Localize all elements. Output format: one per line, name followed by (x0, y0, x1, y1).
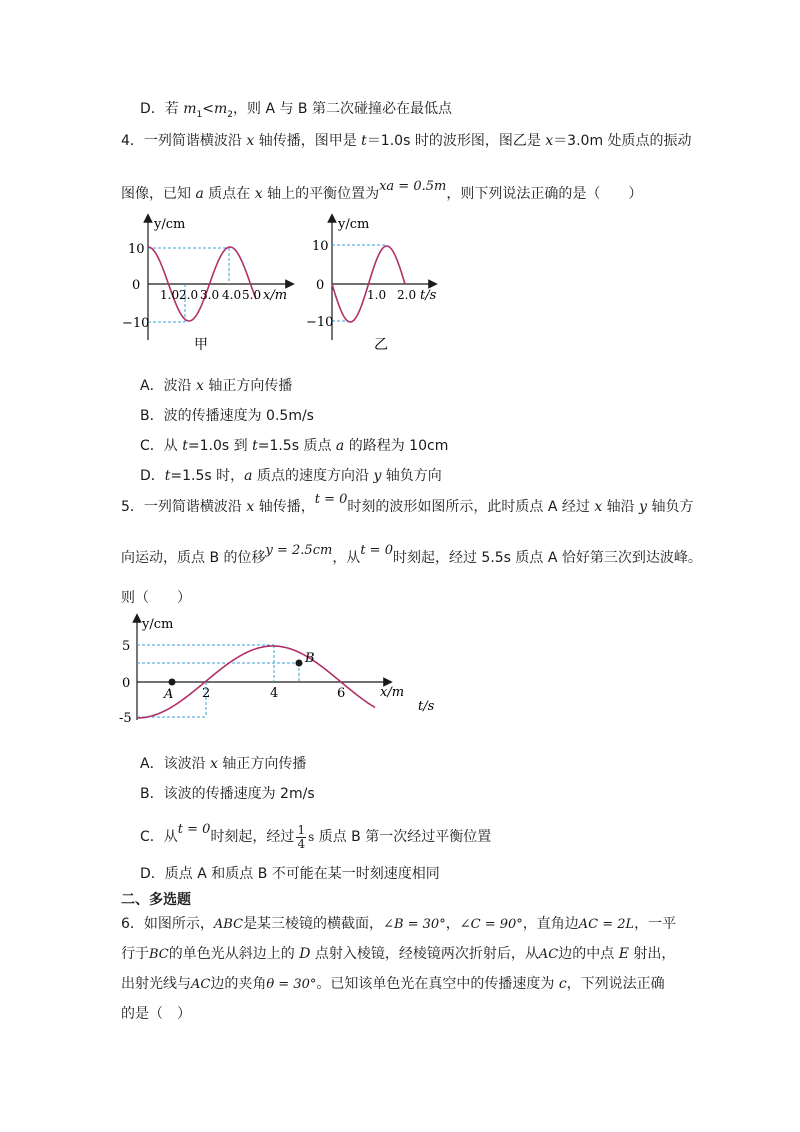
var-t: t (182, 438, 188, 454)
unit: s (308, 830, 315, 844)
var-x: x (210, 756, 218, 772)
var-x: x (196, 378, 204, 394)
text: ，一平 (634, 916, 677, 932)
var-e: E (618, 946, 629, 962)
option-letter: A． (140, 378, 164, 394)
var-x: x (254, 186, 263, 202)
text: 5．一列简谐横波沿 (121, 499, 247, 515)
q5-figure (118, 612, 448, 722)
x-tick: 3.0 (200, 288, 220, 302)
var-bc: BC (149, 947, 169, 962)
y-tick: 0 (122, 676, 131, 691)
text: ，则下列说法正确的是（ ） (446, 186, 643, 202)
q6-stem-line1 (121, 914, 676, 935)
equation-angle-c: ∠C = 90° (459, 917, 523, 932)
text: 行于 (121, 946, 149, 962)
point-a (169, 679, 176, 686)
var-m: m (183, 101, 197, 117)
option-text: 该波沿 (163, 756, 211, 772)
figure-caption: 乙 (374, 337, 388, 353)
x-tick: 6 (337, 686, 346, 701)
option-text: ，则 A 与 B 第二次碰撞必在最低点 (233, 101, 452, 117)
option-text: 轴正方向传播 (217, 756, 307, 772)
var-x: x (246, 133, 255, 149)
q4-figure-jia (118, 212, 298, 360)
section-title: 二、多选题 (121, 892, 191, 908)
x-tick: 1.0 (367, 288, 387, 302)
x-axis-label: t/s (420, 288, 437, 303)
text: 向运动，质点 B 的位移 (121, 550, 266, 566)
var-a: a (335, 438, 345, 454)
option-text: =1.5s 时， (170, 468, 245, 484)
equation-ac: AC = 2L (578, 917, 635, 932)
option-letter: C． (140, 438, 164, 454)
option-text: 从 (163, 829, 178, 845)
x-tick: 5.0 (242, 288, 262, 302)
text: ＝3.0m 处质点的振动 (553, 133, 692, 149)
option-text: 质点 A 和质点 B 不可能在某一时刻速度相同 (164, 866, 440, 882)
equation-t0: t = 0 (314, 492, 348, 507)
x-tick: 2.0 (179, 288, 199, 302)
q5-option-a (140, 754, 306, 774)
point-a-label: A (164, 687, 174, 702)
option-text: =1.0s 到 (187, 438, 253, 454)
text: 边的夹角 (210, 976, 267, 992)
option-letter: D． (140, 468, 165, 484)
text: 射出， (628, 946, 676, 962)
option-letter: D． (140, 866, 165, 882)
text: ， (445, 916, 460, 932)
var-t: t (252, 438, 258, 454)
text: 出射光线与 (121, 976, 191, 992)
q5-stem-line3: 则（ ） (121, 590, 191, 606)
option-letter: B． (140, 786, 164, 802)
var-d: D (299, 946, 311, 962)
var-m: m (213, 101, 228, 117)
text: 轴上的平衡位置为 (262, 186, 380, 202)
text: 图像，已知 (121, 186, 196, 202)
text: 。已知该单色光在真空中的传播速度为 (316, 976, 559, 992)
point-b (296, 660, 303, 667)
text: 6．如图所示， (121, 916, 214, 932)
q5-option-b (140, 784, 315, 804)
var-ac: AC (538, 947, 559, 962)
x-tick: 2.0 (397, 288, 417, 302)
var-x: x (594, 499, 603, 515)
y-axis-label: y/cm (338, 217, 370, 232)
text: 轴沿 (602, 499, 640, 515)
text: ，下列说法正确 (566, 976, 665, 992)
x-axis-label: x/m (263, 288, 288, 303)
text: ＝1.0s 时的波形图，图乙是 (366, 133, 546, 149)
q5-option-c (140, 820, 491, 855)
text: 边的中点 (558, 946, 619, 962)
text: 时刻的波形如图所示，此时质点 A 经过 (347, 499, 595, 515)
subscript: 1 (196, 109, 203, 120)
option-text: 波沿 (163, 378, 197, 394)
q6-stem-line4: 的是（ ） (121, 1006, 191, 1022)
option-text: 时刻起，经过 (210, 829, 295, 845)
var-t: t (361, 133, 367, 149)
var-t: t (164, 468, 171, 484)
equation-angle-b: ∠B = 30° (383, 917, 446, 932)
equation-xa: xa = 0.5m (379, 179, 447, 194)
option-text: 轴负方向 (381, 468, 442, 484)
q4-option-b (140, 406, 314, 426)
option-text: 从 (163, 438, 183, 454)
text: 点射入棱镜，经棱镜两次折射后，从 (310, 946, 539, 962)
y-tick: 5 (122, 639, 131, 654)
fraction-quarter (296, 824, 306, 851)
y-tick: 10 (312, 239, 329, 254)
q5-stem-line2 (121, 543, 702, 569)
var-a: a (195, 186, 204, 202)
q4-option-c (140, 436, 448, 456)
text: ，直角边 (522, 916, 579, 932)
text: 质点在 (203, 186, 255, 202)
equation-y: y = 2.5cm (265, 543, 333, 558)
q6-stem-line3 (121, 974, 665, 995)
fraction-denominator: 4 (297, 836, 306, 851)
option-text: 的路程为 10cm (344, 438, 449, 454)
less-than: < (202, 101, 214, 117)
option-text: 该波的传播速度为 2m/s (163, 786, 315, 802)
y-axis-label: y/cm (142, 617, 174, 632)
var-x: x (246, 499, 255, 515)
x-tick: 1.0 (160, 288, 180, 302)
q5-stem-line1 (121, 492, 694, 518)
var-c: c (558, 976, 567, 992)
q4-stem-line1 (121, 131, 692, 151)
figure-caption: 甲 (194, 337, 208, 353)
option-text: 质点 B 第一次经过平衡位置 (314, 829, 492, 845)
x-tick: 4 (270, 686, 279, 701)
q4-figure-yi (305, 212, 455, 360)
text: 轴负方 (647, 499, 694, 515)
option-text: 若 (164, 101, 184, 117)
y-tick: −10 (306, 315, 334, 330)
option-text: 轴正方向传播 (203, 378, 293, 394)
fraction-numerator: 1 (297, 822, 306, 837)
y-tick: 10 (128, 242, 145, 257)
x-axis-label: x/m (380, 685, 405, 700)
q4-stem-line2 (121, 179, 643, 205)
q4-option-a (140, 376, 292, 396)
var-y: y (373, 468, 382, 484)
option-text: =1.5s 质点 (257, 438, 336, 454)
option-letter: D． (140, 101, 165, 117)
option-letter: C． (140, 829, 164, 845)
option-letter: A． (140, 756, 164, 772)
text: 4．一列简谐横波沿 (121, 133, 247, 149)
y-tick: -5 (119, 711, 132, 722)
y-tick: 0 (132, 278, 141, 293)
equation-t0: t = 0 (360, 543, 393, 558)
subscript: 2 (227, 109, 233, 120)
y-tick: 0 (316, 278, 325, 293)
text: ，从 (332, 550, 361, 566)
x-tick: 4.0 (222, 288, 242, 302)
text: 轴传播， (254, 499, 315, 515)
var-ac: AC (191, 977, 211, 992)
var-a: a (244, 468, 253, 484)
q6-stem-line2 (121, 944, 675, 965)
equation-theta: θ = 30° (266, 977, 317, 992)
text: 是某三棱镜的横截面， (243, 916, 384, 932)
q3-option-d (140, 99, 452, 125)
var-y: y (639, 499, 648, 515)
q5-option-d (140, 864, 440, 884)
var-x: x (545, 133, 554, 149)
var-abc: ABC (213, 917, 244, 932)
text: 轴传播，图甲是 (254, 133, 362, 149)
t-axis-label: t/s (418, 699, 435, 714)
y-tick: −10 (122, 316, 150, 331)
text: 的单色光从斜边上的 (168, 946, 300, 962)
equation-t0: t = 0 (177, 822, 211, 837)
option-text: 波的传播速度为 0.5m/s (163, 408, 314, 424)
option-letter: B． (140, 408, 164, 424)
y-axis-label: y/cm (154, 217, 186, 232)
x-tick: 2 (202, 686, 211, 701)
option-text: 质点的速度方向沿 (252, 468, 374, 484)
q4-option-d (140, 466, 442, 486)
point-b-label: B (305, 651, 315, 666)
text: 时刻起，经过 5.5s 质点 A 恰好第三次到达波峰。 (392, 550, 702, 566)
